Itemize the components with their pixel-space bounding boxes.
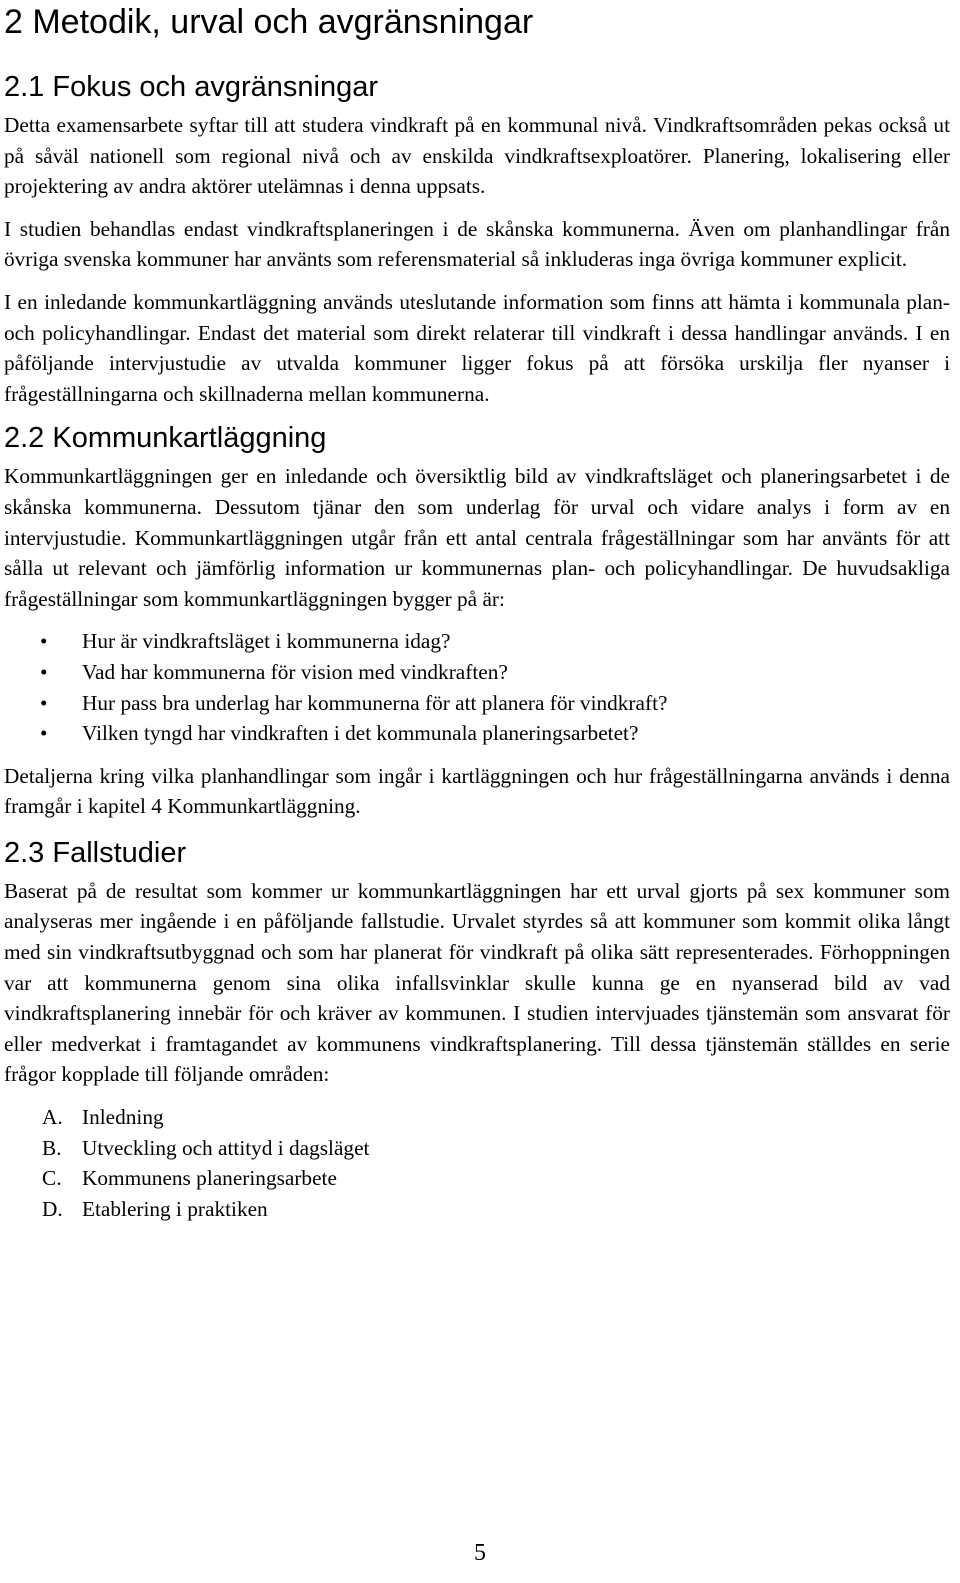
section-heading-2-1: 2.1 Fokus och avgränsningar [4, 71, 378, 103]
list-item: • Hur pass bra underlag har kommunerna för att planera för vindkraft? [4, 688, 950, 719]
list-item: • Hur är vindkraftsläget i kommunerna idag? [4, 626, 950, 657]
question-list [4, 626, 950, 748]
page-number: 5 [474, 1540, 486, 1566]
list-item-text: Utveckling och attityd i dagsläget [82, 1135, 370, 1160]
section-heading-2-2: 2.2 Kommunkartläggning [4, 422, 327, 455]
paragraph-2-1-c: I en inledande kommunkartläggning används uteslutande information som finns att hämta i kommunala plan- och policyhandlingar. Endast det material som direkt relaterar till vindkraft i dessa handlingar används. I en påföljande intervjustudie av utvalda kommuner ligger fokus på att försöka urskilja fler nyanser i frågeställningarna och skillnaderna mellan kommunerna. [4, 289, 950, 406]
list-item: • Vilken tyngd har vindkraften i det kommunala planeringsarbetet? [4, 718, 950, 749]
list-item [4, 1102, 950, 1133]
list-marker: D. [42, 1196, 63, 1221]
list-item [4, 1133, 950, 1164]
topic-list [4, 1102, 950, 1224]
list-item-text: Inledning [82, 1105, 164, 1130]
document-page [4, 0, 950, 1224]
list-marker: C. [42, 1166, 62, 1191]
paragraph-2-1-a: Detta examensarbete syftar till att studera vindkraft på en kommunal nivå. Vindkraftsområden pekas också ut på såväl nationell som regional nivå och av enskilda vindkraftsexploatörer. Planering, lokalisering eller projektering av andra aktörer utelämnas i denna uppsats. [4, 113, 950, 199]
list-item: • Vad har kommunerna för vision med vindkraften? [4, 657, 950, 688]
list-item [4, 1163, 950, 1194]
chapter-heading: 2 Metodik, urval och avgränsningar [4, 3, 534, 41]
list-marker: A. [42, 1105, 63, 1130]
list-item [4, 1194, 950, 1225]
paragraph-2-2-intro: Kommunkartläggningen ger en inledande och översiktlig bild av vindkraftsläget och planeringsarbetet i de skånska kommunerna. Dessutom tjänar den som underlag för urval och vidare analys i form av en intervjustudie. Kommunkartläggningen utgår från ett antal centrala frågeställningar som har använts för att sålla ut relevant och jämförlig information ur kommunernas plan- och policyhandlingar. De huvudsakliga frågeställningar som kommunkartläggningen bygger på är: [4, 464, 950, 611]
list-item-text: Kommunens planeringsarbete [82, 1166, 337, 1191]
list-marker: B. [42, 1135, 62, 1160]
paragraph-2-1-b: I studien behandlas endast vindkraftsplaneringen i de skånska kommunerna. Även om planhandlingar från övriga svenska kommuner har använts som referensmaterial så inkluderas inga övriga kommuner explicit. [4, 216, 950, 272]
section-heading-2-3: 2.3 Fallstudier [4, 836, 187, 869]
paragraph-2-2-outro: Detaljerna kring vilka planhandlingar som ingår i kartläggningen och hur frågeställningarna används i denna framgår i kapitel 4 Kommunkartläggning. [4, 763, 950, 819]
paragraph-2-3-intro: Baserat på de resultat som kommer ur kommunkartläggningen har ett urval gjorts på sex kommuner som analyseras mer ingående i en påföljande fallstudie. Urvalet styrdes så att kommuner som kommit olika långt med sin vindkraftsutbyggnad och som har planerat för vindkraft på olika sätt representerades. Förhoppningen var att kommunerna genom sina olika infallsvinklar skulle kunna ge en nyanserad bild av vad vindkraftsplanering innebär för och kräver av kommunen. I studien intervjuades tjänstemän som ansvarat för eller medverkat i framtagandet av kommunens vindkraftsplanering. Till dessa tjänstemän ställdes en serie frågor kopplade till följande områden: [4, 878, 950, 1087]
list-item-text: Etablering i praktiken [82, 1196, 268, 1221]
